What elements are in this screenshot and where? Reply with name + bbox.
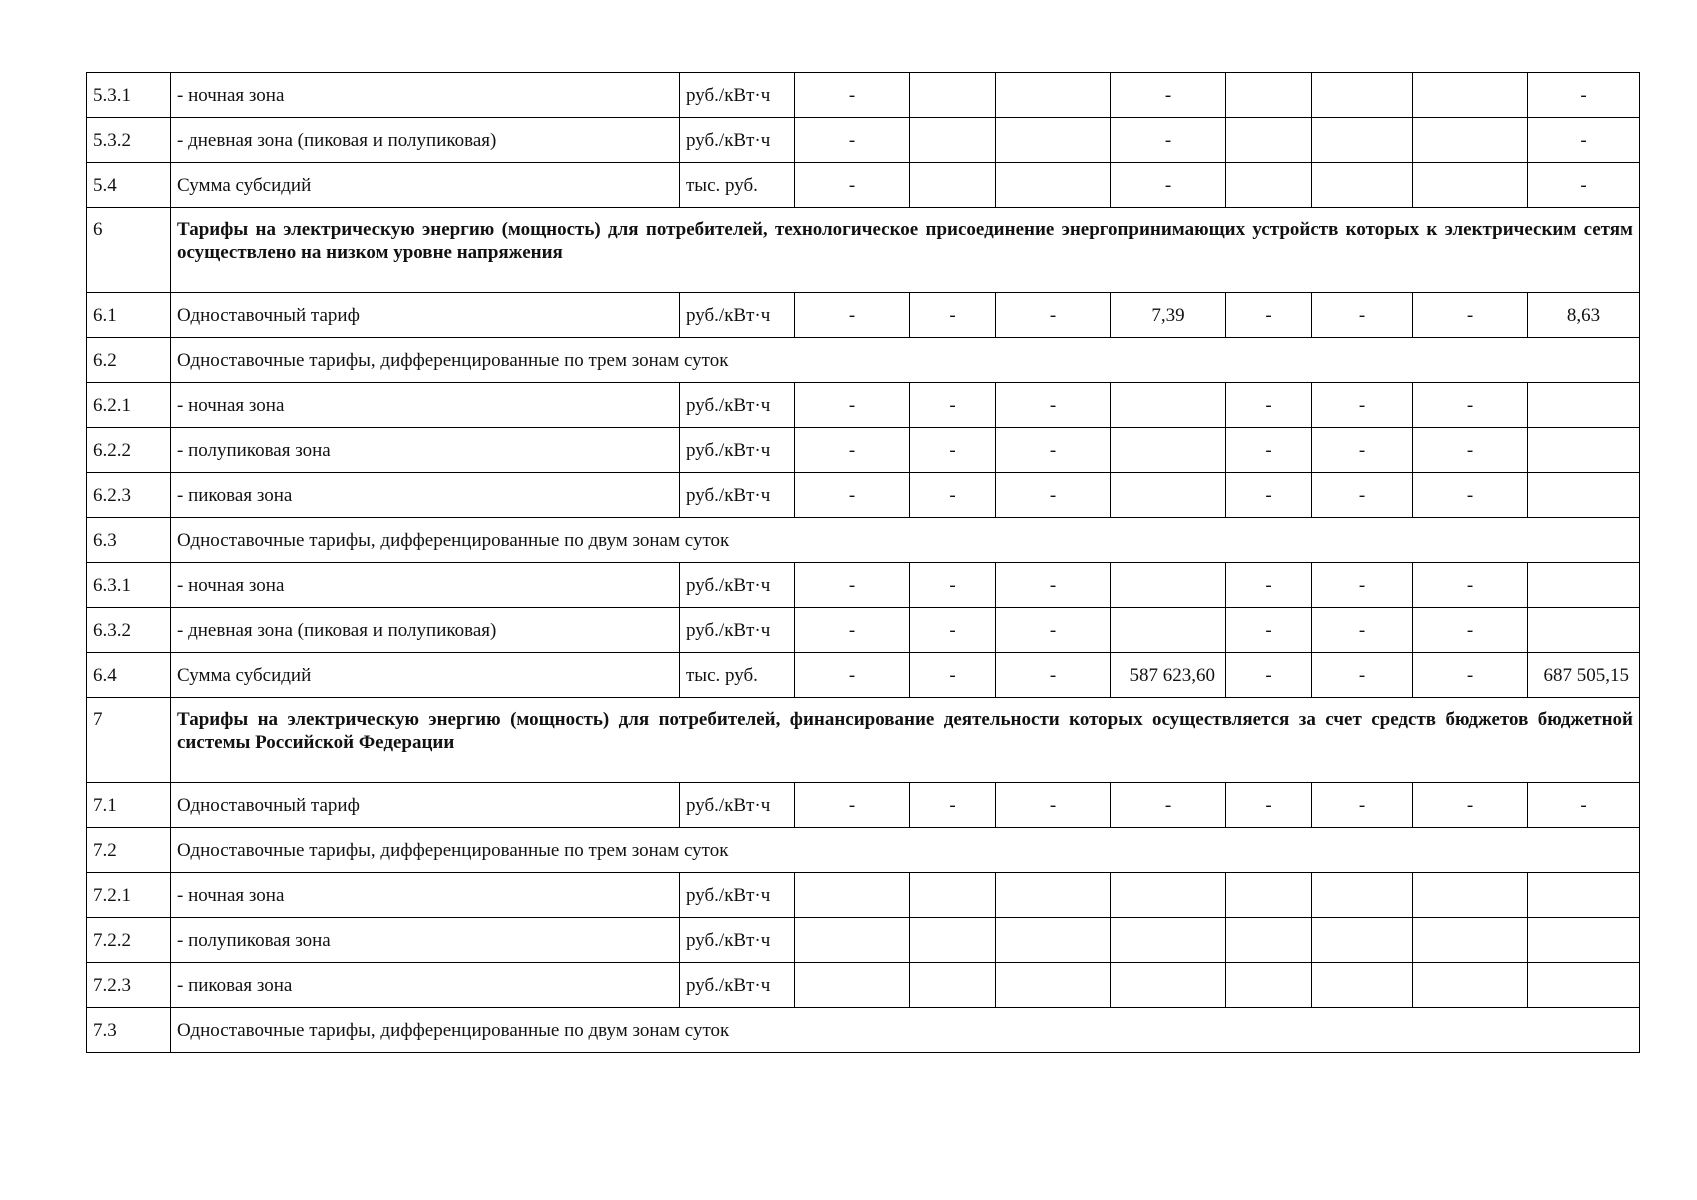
value-cell: - — [1226, 383, 1312, 428]
value-cell: - — [996, 383, 1111, 428]
table-row — [87, 873, 1640, 918]
value-cell — [1312, 163, 1413, 208]
value-cell — [1528, 473, 1640, 518]
value-cell: 687 505,15 — [1528, 653, 1640, 698]
value-cell — [910, 163, 996, 208]
table-row — [87, 608, 1640, 653]
value-cell: - — [795, 383, 910, 428]
row-number: 6.2.3 — [87, 473, 171, 518]
row-unit: руб./кВт·ч — [680, 118, 795, 163]
row-number: 6.3 — [87, 518, 171, 563]
value-cell: - — [1111, 118, 1226, 163]
value-cell: - — [910, 563, 996, 608]
value-cell — [1312, 963, 1413, 1008]
value-cell — [1111, 428, 1226, 473]
row-unit: руб./кВт·ч — [680, 383, 795, 428]
value-cell — [1111, 608, 1226, 653]
value-cell — [1111, 473, 1226, 518]
value-cell: - — [795, 608, 910, 653]
value-cell — [1312, 873, 1413, 918]
value-cell — [1528, 563, 1640, 608]
table-row — [87, 118, 1640, 163]
value-cell — [996, 163, 1111, 208]
value-cell — [1226, 918, 1312, 963]
row-unit: руб./кВт·ч — [680, 293, 795, 338]
row-unit: руб./кВт·ч — [680, 963, 795, 1008]
value-cell: - — [910, 383, 996, 428]
row-unit: тыс. руб. — [680, 163, 795, 208]
value-cell — [1413, 873, 1528, 918]
value-cell — [795, 873, 910, 918]
row-name: Одноставочные тарифы, дифференцированные по двум зонам суток — [171, 1008, 1640, 1053]
value-cell: - — [910, 653, 996, 698]
row-name: - дневная зона (пиковая и полупиковая) — [171, 118, 680, 163]
row-number: 7.3 — [87, 1008, 171, 1053]
value-cell: - — [1226, 653, 1312, 698]
value-cell — [1226, 73, 1312, 118]
row-name: Одноставочные тарифы, дифференцированные по двум зонам суток — [171, 518, 1640, 563]
row-number: 5.3.2 — [87, 118, 171, 163]
row-unit: руб./кВт·ч — [680, 563, 795, 608]
group-row — [87, 1008, 1640, 1053]
value-cell — [1111, 873, 1226, 918]
value-cell: - — [795, 73, 910, 118]
value-cell: - — [1413, 473, 1528, 518]
row-name: - пиковая зона — [171, 963, 680, 1008]
table-row — [87, 73, 1640, 118]
row-number: 7.2.3 — [87, 963, 171, 1008]
value-cell: - — [1226, 783, 1312, 828]
row-name: - ночная зона — [171, 563, 680, 608]
table-row — [87, 428, 1640, 473]
value-cell: - — [795, 428, 910, 473]
table-row — [87, 163, 1640, 208]
section-title: Тарифы на электрическую энергию (мощность) для потребителей, технологическое присоединение энергопринимающих устройств которых к электрическим сетям осуществлено на низком уровне напряжения — [171, 208, 1640, 293]
value-cell: - — [910, 783, 996, 828]
value-cell — [1111, 918, 1226, 963]
row-name: Сумма субсидий — [171, 163, 680, 208]
row-number: 7 — [87, 698, 171, 783]
value-cell: - — [910, 428, 996, 473]
value-cell: - — [1111, 783, 1226, 828]
value-cell: - — [795, 118, 910, 163]
row-number: 6 — [87, 208, 171, 293]
row-name: Сумма субсидий — [171, 653, 680, 698]
table-row — [87, 783, 1640, 828]
row-number: 6.2.2 — [87, 428, 171, 473]
value-cell: - — [1413, 608, 1528, 653]
value-cell: - — [795, 653, 910, 698]
value-cell — [996, 73, 1111, 118]
value-cell: - — [1528, 163, 1640, 208]
value-cell: - — [910, 473, 996, 518]
value-cell — [1226, 963, 1312, 1008]
value-cell: - — [996, 473, 1111, 518]
value-cell — [910, 963, 996, 1008]
value-cell: - — [996, 608, 1111, 653]
table-row — [87, 918, 1640, 963]
value-cell — [1226, 118, 1312, 163]
value-cell: - — [1111, 73, 1226, 118]
value-cell: - — [1312, 293, 1413, 338]
row-number: 6.1 — [87, 293, 171, 338]
row-number: 5.4 — [87, 163, 171, 208]
value-cell: - — [996, 563, 1111, 608]
value-cell: - — [1312, 783, 1413, 828]
value-cell: - — [1312, 653, 1413, 698]
row-unit: руб./кВт·ч — [680, 783, 795, 828]
row-unit: руб./кВт·ч — [680, 608, 795, 653]
row-name: Одноставочные тарифы, дифференцированные по трем зонам суток — [171, 338, 1640, 383]
row-number: 6.3.2 — [87, 608, 171, 653]
value-cell: - — [1528, 73, 1640, 118]
group-row — [87, 828, 1640, 873]
tariff-table — [86, 72, 1640, 1053]
section-title: Тарифы на электрическую энергию (мощность) для потребителей, финансирование деятельности которых осуществляется за счет средств бюджетов бюджетной системы Российской Федерации — [171, 698, 1640, 783]
value-cell: 7,39 — [1111, 293, 1226, 338]
value-cell: - — [795, 163, 910, 208]
group-row — [87, 338, 1640, 383]
value-cell: - — [996, 783, 1111, 828]
value-cell — [996, 918, 1111, 963]
value-cell: - — [910, 293, 996, 338]
row-number: 6.3.1 — [87, 563, 171, 608]
value-cell — [910, 873, 996, 918]
row-name: - дневная зона (пиковая и полупиковая) — [171, 608, 680, 653]
row-name: - полупиковая зона — [171, 428, 680, 473]
row-number: 6.2 — [87, 338, 171, 383]
table-row — [87, 383, 1640, 428]
value-cell: - — [795, 293, 910, 338]
row-number: 5.3.1 — [87, 73, 171, 118]
table-row — [87, 963, 1640, 1008]
value-cell — [1413, 73, 1528, 118]
value-cell — [910, 918, 996, 963]
value-cell — [1413, 963, 1528, 1008]
value-cell: - — [1312, 608, 1413, 653]
value-cell — [1528, 383, 1640, 428]
value-cell: - — [1312, 563, 1413, 608]
value-cell: - — [996, 653, 1111, 698]
value-cell — [1111, 963, 1226, 1008]
group-row — [87, 518, 1640, 563]
value-cell: - — [1413, 428, 1528, 473]
value-cell: - — [1413, 293, 1528, 338]
value-cell — [1413, 918, 1528, 963]
value-cell — [996, 963, 1111, 1008]
value-cell: - — [996, 293, 1111, 338]
row-name: - ночная зона — [171, 873, 680, 918]
row-name: Одноставочные тарифы, дифференцированные по трем зонам суток — [171, 828, 1640, 873]
section-header-row — [87, 208, 1640, 293]
value-cell: 587 623,60 — [1111, 653, 1226, 698]
row-unit: руб./кВт·ч — [680, 428, 795, 473]
value-cell — [910, 118, 996, 163]
value-cell — [1226, 873, 1312, 918]
value-cell: - — [1226, 428, 1312, 473]
row-name: - ночная зона — [171, 73, 680, 118]
row-name: Одноставочный тариф — [171, 783, 680, 828]
value-cell: - — [1528, 783, 1640, 828]
value-cell: - — [996, 428, 1111, 473]
value-cell — [1111, 563, 1226, 608]
value-cell: - — [1312, 383, 1413, 428]
table-row — [87, 293, 1640, 338]
value-cell — [1413, 163, 1528, 208]
row-number: 6.4 — [87, 653, 171, 698]
value-cell: - — [1111, 163, 1226, 208]
value-cell — [1226, 163, 1312, 208]
row-name: - пиковая зона — [171, 473, 680, 518]
row-name: - полупиковая зона — [171, 918, 680, 963]
value-cell — [1528, 428, 1640, 473]
row-unit: тыс. руб. — [680, 653, 795, 698]
row-unit: руб./кВт·ч — [680, 473, 795, 518]
value-cell — [1312, 118, 1413, 163]
value-cell — [1528, 873, 1640, 918]
row-number: 7.2 — [87, 828, 171, 873]
value-cell — [996, 118, 1111, 163]
row-number: 7.1 — [87, 783, 171, 828]
value-cell: - — [1226, 563, 1312, 608]
value-cell — [996, 873, 1111, 918]
value-cell: - — [795, 783, 910, 828]
value-cell: - — [910, 608, 996, 653]
value-cell: - — [1413, 653, 1528, 698]
value-cell — [1528, 608, 1640, 653]
value-cell — [1528, 918, 1640, 963]
value-cell: - — [795, 563, 910, 608]
value-cell: - — [1413, 383, 1528, 428]
value-cell: - — [1312, 473, 1413, 518]
value-cell — [1413, 118, 1528, 163]
section-header-row — [87, 698, 1640, 783]
value-cell — [1111, 383, 1226, 428]
value-cell: - — [1226, 293, 1312, 338]
value-cell: - — [1528, 118, 1640, 163]
value-cell — [795, 963, 910, 1008]
value-cell — [1312, 918, 1413, 963]
table-row — [87, 653, 1640, 698]
value-cell: - — [1413, 563, 1528, 608]
table-row — [87, 563, 1640, 608]
value-cell: - — [1413, 783, 1528, 828]
value-cell — [1312, 73, 1413, 118]
row-name: - ночная зона — [171, 383, 680, 428]
row-name: Одноставочный тариф — [171, 293, 680, 338]
row-unit: руб./кВт·ч — [680, 73, 795, 118]
table-row — [87, 473, 1640, 518]
tariff-table-body — [87, 73, 1640, 1053]
value-cell: - — [795, 473, 910, 518]
value-cell — [795, 918, 910, 963]
value-cell: - — [1312, 428, 1413, 473]
row-number: 6.2.1 — [87, 383, 171, 428]
value-cell: - — [1226, 473, 1312, 518]
row-unit: руб./кВт·ч — [680, 918, 795, 963]
row-number: 7.2.1 — [87, 873, 171, 918]
value-cell — [1528, 963, 1640, 1008]
row-number: 7.2.2 — [87, 918, 171, 963]
row-unit: руб./кВт·ч — [680, 873, 795, 918]
value-cell: 8,63 — [1528, 293, 1640, 338]
value-cell — [910, 73, 996, 118]
value-cell: - — [1226, 608, 1312, 653]
